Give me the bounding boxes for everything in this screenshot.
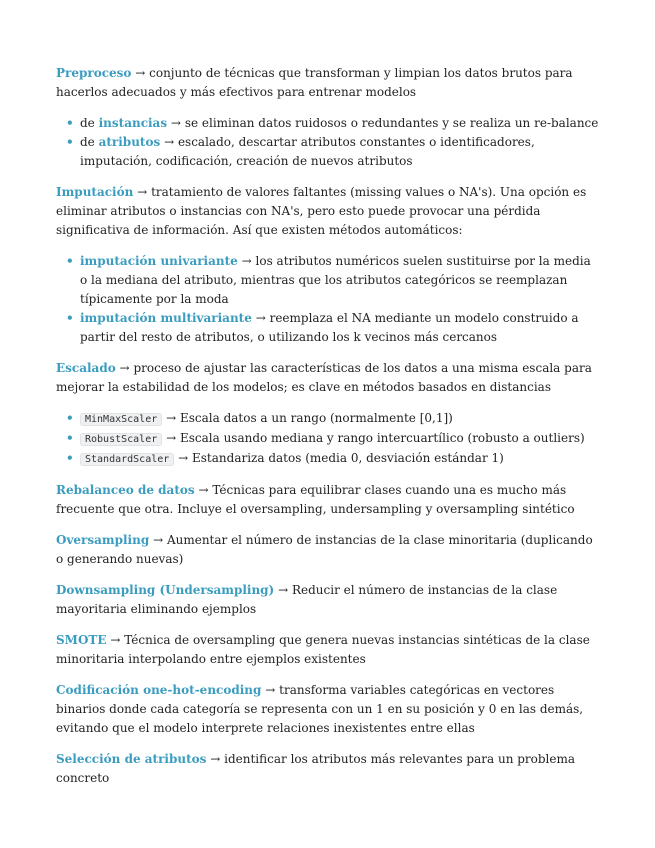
item-text: Escala usando mediana y rango intercuartílico (robusto a outliers) xyxy=(179,431,585,445)
arrow-icon: → xyxy=(153,533,164,547)
bullet-icon: • xyxy=(66,135,74,149)
bullet-icon: • xyxy=(66,431,74,445)
smote-paragraph xyxy=(56,631,599,669)
oversampling-text: Aumentar el número de instancias de la clase minoritaria (duplicando o generando nuevas) xyxy=(56,533,593,566)
arrow-icon: → xyxy=(241,254,252,268)
escalado-list xyxy=(56,409,599,469)
oversampling-paragraph xyxy=(56,531,599,569)
downsampling-text: Reducir el número de instancias de la clase mayoritaria eliminando ejemplos xyxy=(56,583,558,616)
arrow-icon: → xyxy=(170,116,181,130)
escalado-term: Escalado xyxy=(56,361,116,375)
bullet-icon: • xyxy=(66,116,74,130)
arrow-icon: → xyxy=(135,66,146,80)
arrow-icon: → xyxy=(278,583,289,597)
rebalanceo-paragraph xyxy=(56,481,599,519)
item-prefix: de xyxy=(80,116,99,130)
arrow-icon: → xyxy=(119,361,130,375)
seleccion-term: Selección de atributos xyxy=(56,752,207,766)
arrow-icon: → xyxy=(265,683,276,697)
arrow-icon: → xyxy=(166,411,177,425)
list-item xyxy=(66,449,599,469)
arrow-icon: → xyxy=(110,633,121,647)
rebalanceo-term: Rebalanceo de datos xyxy=(56,483,195,497)
item-text: Estandariza datos (media 0, desviación estándar 1) xyxy=(192,451,504,465)
imputacion-list xyxy=(56,252,599,347)
codificacion-term: Codificación one-hot-encoding xyxy=(56,683,262,697)
code-robustscaler: RobustScaler xyxy=(80,433,162,446)
list-item xyxy=(66,252,599,309)
bullet-icon: • xyxy=(66,411,74,425)
downsampling-term: Downsampling (Undersampling) xyxy=(56,583,275,597)
item-text: se eliminan datos ruidosos o redundantes y se realiza un re-balance xyxy=(184,116,599,130)
codificacion-text: transforma variables categóricas en vectores binarios donde cada categoría se representa con un 1 en su posición y 0 en las demás, evitando que el modelo interprete relaciones inexistentes entre ellas xyxy=(56,683,584,735)
imputacion-term: Imputación xyxy=(56,185,134,199)
seleccion-paragraph xyxy=(56,750,599,788)
code-standardscaler: StandardScaler xyxy=(80,453,174,466)
preproceso-term: Preproceso xyxy=(56,66,132,80)
downsampling-paragraph xyxy=(56,581,599,619)
preproceso-paragraph xyxy=(56,64,599,102)
item-text: Escala datos a un rango (normalmente [0,1]) xyxy=(179,411,453,425)
item-text: reemplaza el NA mediante un modelo construido a partir del resto de atributos, o utilizando los k vecinos más cercanos xyxy=(80,311,579,344)
preproceso-list xyxy=(56,114,599,171)
bullet-icon: • xyxy=(66,311,74,325)
imputacion-paragraph xyxy=(56,183,599,240)
bullet-icon: • xyxy=(66,254,74,268)
item-term: instancias xyxy=(98,116,168,130)
seleccion-text: identificar los atributos más relevantes para un problema concreto xyxy=(56,752,576,785)
item-prefix: de xyxy=(80,135,99,149)
preproceso-text: conjunto de técnicas que transforman y limpian los datos brutos para hacerlos adecuados y más efectivos para entrenar modelos xyxy=(56,66,573,99)
arrow-icon: → xyxy=(210,752,221,766)
arrow-icon: → xyxy=(178,451,189,465)
smote-term: SMOTE xyxy=(56,633,107,647)
arrow-icon: → xyxy=(255,311,266,325)
item-term: atributos xyxy=(98,135,161,149)
item-text: escalado, descartar atributos constantes o identificadores, imputación, codificación, creación de nuevos atributos xyxy=(80,135,535,168)
list-item xyxy=(66,114,599,133)
item-text: los atributos numéricos suelen sustituirse por la media o la mediana del atributo, mientras que los atributos categóricos se reemplazan típicamente por la moda xyxy=(80,254,591,306)
rebalanceo-text: Técnicas para equilibrar clases cuando una es mucho más frecuente que otra. Incluye el oversampling, undersampling y oversampling sintético xyxy=(56,483,575,516)
oversampling-term: Oversampling xyxy=(56,533,150,547)
item-term: imputación multivariante xyxy=(80,311,252,325)
arrow-icon: → xyxy=(166,431,177,445)
escalado-paragraph xyxy=(56,359,599,397)
escalado-text: proceso de ajustar las características de los datos a una misma escala para mejorar la estabilidad de los modelos; es clave en métodos basados en distancias xyxy=(56,361,592,394)
arrow-icon: → xyxy=(164,135,175,149)
codificacion-paragraph xyxy=(56,681,599,738)
list-item xyxy=(66,409,599,429)
list-item xyxy=(66,429,599,449)
code-minmaxscaler: MinMaxScaler xyxy=(80,413,162,426)
arrow-icon: → xyxy=(137,185,148,199)
item-term: imputación univariante xyxy=(80,254,238,268)
smote-text: Técnica de oversampling que genera nuevas instancias sintéticas de la clase minoritaria interpolando entre ejemplos existentes xyxy=(56,633,590,666)
imputacion-text: tratamiento de valores faltantes (missing values o NA's). Una opción es eliminar atributos o instancias con NA's, pero esto puede provocar una pérdida significativa de información. Así que existen métodos automáticos: xyxy=(56,185,587,237)
arrow-icon: → xyxy=(198,483,209,497)
list-item xyxy=(66,309,599,347)
bullet-icon: • xyxy=(66,451,74,465)
list-item xyxy=(66,133,599,171)
